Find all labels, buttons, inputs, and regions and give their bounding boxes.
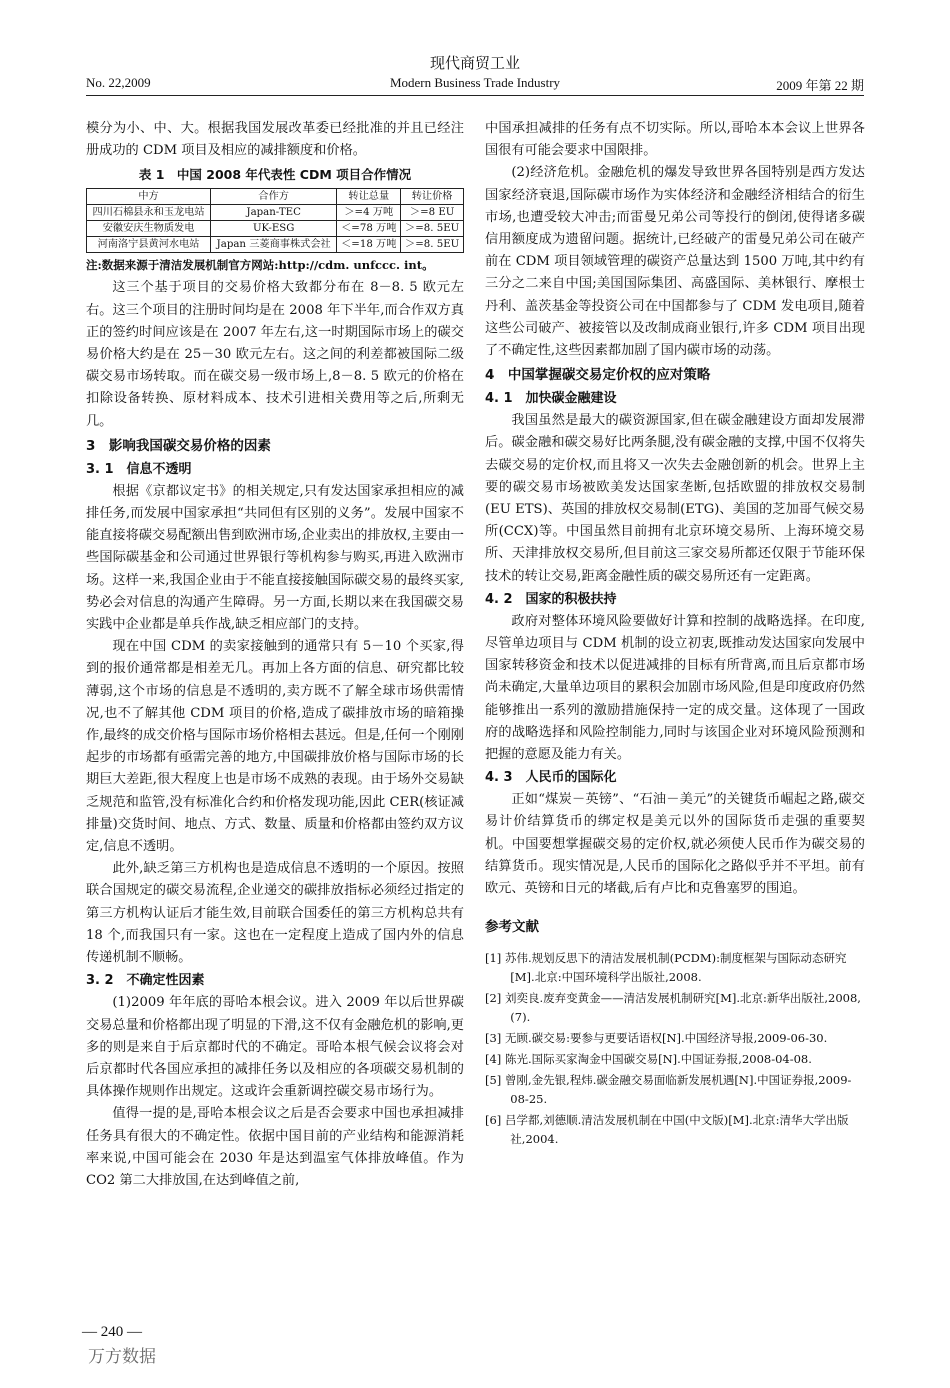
- journal-title-en: Modern Business Trade Industry: [389, 75, 561, 90]
- table-cell: ＞=4 万吨: [337, 205, 401, 221]
- issue-number: No. 22,2009: [86, 75, 151, 90]
- reference-item: [5] 曾刚,金先银,程炜.碳金融交易面临新发展机遇[N].中国证券报,2009-08-25.: [485, 1072, 852, 1106]
- subsection-heading: 3. 1 信息不透明: [86, 461, 192, 477]
- intro-paragraph: 模分为小、中、大。根据我国发展改革委已经批准的并且已经注册成功的 CDM 项目及相应的减排额度和价格。: [86, 121, 464, 159]
- body-paragraph: 值得一提的是,哥哈本根会议之后是否会要求中国也承担减排任务具有很大的不确定性。依据中国目前的产业结构和能源消耗率来说,中国可能会在 2030 年是达到温室气体排放峰值。作为 CO2 第二大排放国,在达到峰值之前,: [86, 1106, 464, 1188]
- body-paragraph: 我国虽然是最大的碳资源国家,但在碳金融建设方面却发展滞后。碳金融和碳交易好比两条腿,没有碳金融的支撑,中国不仅将失去碳交易的定价权,而且将又一次失去金融创新的机会。世界上主要的碳交易市场被欧美发达国家垄断,包括欧盟的排放权交易制(EU ETS)、英国的排放权交易制(ETG)、美国的芝加哥气候交易所(CCX)等。中国虽然目前拥有北京环境交易所、上海环境交易所、天津排放权交易所,但目前这三家交易所都还仅限于节能环保技术的转让交易,距离金融性质的碳交易所还有一定距离。: [485, 413, 865, 584]
- body-paragraph: 正如“煤炭－英镑”、“石油－美元”的关键货币崛起之路,碳交易计价结算货币的绑定权是美元以外的国际货币走强的重要契机。中国要想掌握碳交易的定价权,就必须使人民币作为碳交易的结算货币。现实情况是,人民币的国际化之路似乎并不平坦。前有欧元、英镑和日元的堵截,后有卢比和克鲁塞罗的围追。: [485, 792, 865, 897]
- table-cell: ＞=8 EU: [401, 205, 464, 221]
- subsection-heading: 4. 2 国家的积极扶持: [485, 591, 617, 607]
- body-paragraph: 这三个基于项目的交易价格大致都分布在 8－8. 5 欧元左右。这三个项目的注册时间均是在 2008 年下半年,而合作双方真正的签约时间应该是在 2007 年左右,这一时期国际市场上的碳交易价格大约是在 25－30 欧元左右。这之间的利差都被国际二级碳交易市场转取。而在碳交易一级市场上,8－8. 5 欧元的价格在扣除设备转换、原材料成本、技术引进相关费用等之后,所剩无几。: [86, 280, 464, 429]
- right-column: [485, 118, 865, 1151]
- table-note: 注:数据来源于清洁发展机制官方网站:http://cdm. unfccc. int。: [86, 258, 434, 273]
- table-cell: 河南洛宁县黄河水电站: [87, 237, 211, 253]
- table-cell: ＜=18 万吨: [337, 237, 401, 253]
- table-header-cell: 转让价格: [401, 189, 464, 205]
- subsection-heading: 4. 3 人民币的国际化: [485, 770, 617, 786]
- reference-item: [2] 刘奕良.废弃变黄金——清洁发展机制研究[M].北京:新华出版社,2008,(7).: [485, 990, 861, 1024]
- body-paragraph: (1)2009 年年底的哥哈本根会议。进入 2009 年以后世界碳交易总量和价格都出现了明显的下滑,这不仅有金融危机的影响,更多的则是来自于后京都时代的不确定。哥哈本根气候会议将会对后京都时代各国应承担的减排任务以及相应的各项碳交易机制的具体操作规则作出规定。这或许会重新调控碳交易市场行为。: [86, 995, 464, 1100]
- table-header-cell: 转让总量: [337, 189, 401, 205]
- table-cell: 安徽安庆生物质发电: [87, 221, 211, 237]
- subsection-heading: 3. 2 不确定性因素: [86, 973, 205, 989]
- body-paragraph: (2)经济危机。金融危机的爆发导致世界各国特别是西方发达国家经济衰退,国际碳市场作为实体经济和金融经济相结合的衍生市场,也遭受较大冲击;而雷曼兄弟公司等投行的倒闭,使得诸多碳信用额度成为遗留问题。据统计,已经破产的雷曼兄弟公司在破产前在 CDM 项目领域管理的碳资产总量达到 1500 万吨,其中约有三分之二来自中国;美国国际集团、高盛国际、美林银行、摩根士丹利、盖茨基金等投资公司在中国都参与了 CDM 发电项目,随着这些公司破产、被接管以及改制成商业银行,许多 CDM 项目出现了不确定性,这些因素都加剧了国内碳市场的动荡。: [485, 165, 865, 359]
- table-cell: UK-ESG: [211, 221, 337, 237]
- table-cell: ＞=8. 5EU: [401, 221, 464, 237]
- page-number: — 240 —: [82, 1324, 142, 1340]
- table-header-row: [87, 189, 464, 205]
- subsection-heading: 4. 1 加快碳金融建设: [485, 391, 617, 407]
- issue-year: 2009 年第 22 期: [776, 78, 864, 93]
- table-header-cell: 中方: [87, 189, 211, 205]
- table-cell: Japan 三菱商事株式会社: [211, 237, 337, 253]
- body-paragraph: 此外,缺乏第三方机构也是造成信息不透明的一个原因。按照联合国规定的碳交易流程,企业递交的碳排放指标必须经过指定的第三方机构认证后才能生效,目前联合国委任的第三方机构总共有 18 个,而我国只有一家。这也在一定程度上造成了国内外的信息传递机制不顺畅。: [86, 861, 464, 966]
- section-heading: 3 影响我国碳交易价格的因素: [86, 437, 271, 454]
- body-paragraph: 根据《京都议定书》的相关规定,只有发达国家承担相应的减排任务,而发展中国家承担“共同但有区别的义务”。发展中国家不能直接将碳交易配额出售到欧洲市场,企业卖出的排放权,主要由一些国际碳基金和公司通过世界银行等机构参与购买,再进入欧洲市场。这样一来,我国企业由于不能直接接触国际碳交易的最终买家,势必会对信息的沟通产生障碍。另一方面,长期以来在我国碳交易实践中企业都是单兵作战,缺乏相应部门的支持。: [86, 483, 464, 633]
- body-paragraph: 中国承担减排的任务有点不切实际。所以,哥哈本本会议上世界各国很有可能会要求中国限排。: [485, 121, 865, 159]
- table-row: [87, 237, 464, 253]
- table-row: [87, 205, 464, 221]
- table-cell: 四川石棉县永和玉龙电站: [87, 205, 211, 221]
- table-caption: 表 1 中国 2008 年代表性 CDM 项目合作情况: [138, 167, 412, 183]
- section-heading: 4 中国掌握碳交易定价权的应对策略: [485, 367, 711, 384]
- journal-title-cn: 现代商贸工业: [429, 54, 520, 72]
- header-rule: [86, 95, 864, 96]
- reference-item: [4] 陈光.国际买家淘金中国碳交易[N].中国证券报,2008-04-08.: [485, 1051, 812, 1066]
- table-cell: ＞=8. 5EU: [401, 237, 464, 253]
- body-paragraph: 政府对整体环境风险要做好计算和控制的战略选择。在印度,尽管单边项目与 CDM 机制的设立初衷,既推动发达国家向发展中国家转移资金和技术以促进减排的目标有所背离,而且后京都市场尚未确定,大量单边项目的累积会加剧市场风险,但是印度政府仍然能够推出一系列的激励措施保持一定的成交量。这体现了一国政府的战略选择和风险控制能力,同时与该国企业对环境风险预测和把握的意愿及能力有关。: [485, 613, 865, 763]
- references-heading: 参考文献: [485, 919, 539, 936]
- reference-item: [3] 无顾.碳交易:要参与更要话语权[N].中国经济导报,2009-06-30.: [485, 1030, 828, 1045]
- table-row: [87, 221, 464, 237]
- cdm-table: [86, 188, 464, 253]
- watermark: 万方数据: [88, 1347, 156, 1367]
- table-header-cell: 合作方: [211, 189, 337, 205]
- table-cell: ＜=78 万吨: [337, 221, 401, 237]
- reference-item: [6] 吕学都,刘德顺.清洁发展机制在中国(中文版)[M].北京:清华大学出版社,2004.: [485, 1112, 849, 1146]
- table-cell: Japan-TEC: [211, 205, 337, 221]
- left-column: [86, 118, 464, 1192]
- reference-item: [1] 苏伟.规划反思下的清洁发展机制(PCDM):制度框架与国际动态研究[M].北京:中国环境科学出版社,2008.: [485, 950, 847, 984]
- body-paragraph: 现在中国 CDM 的卖家接触到的通常只有 5－10 个买家,得到的报价通常都是相差无几。再加上各方面的信息、研究都比较薄弱,这个市场的信息是不透明的,卖方既不了解全球市场供需情况,也不了解其他 CDM 项目的价格,造成了碳排放市场的暗箱操作,最终的成交价格与国际市场价格相去甚远。但是,任何一个刚刚起步的市场都有亟需完善的地方,中国碳排放价格与国际市场的长期巨大差距,很大程度上也是市场不成熟的表现。由于场外交易缺乏规范和监管,没有标准化合约和价格发现功能,因此 CER(核证减排量)交货时间、地点、方式、数量、质量和价格都由签约双方议定,信息不透明。: [86, 639, 464, 855]
